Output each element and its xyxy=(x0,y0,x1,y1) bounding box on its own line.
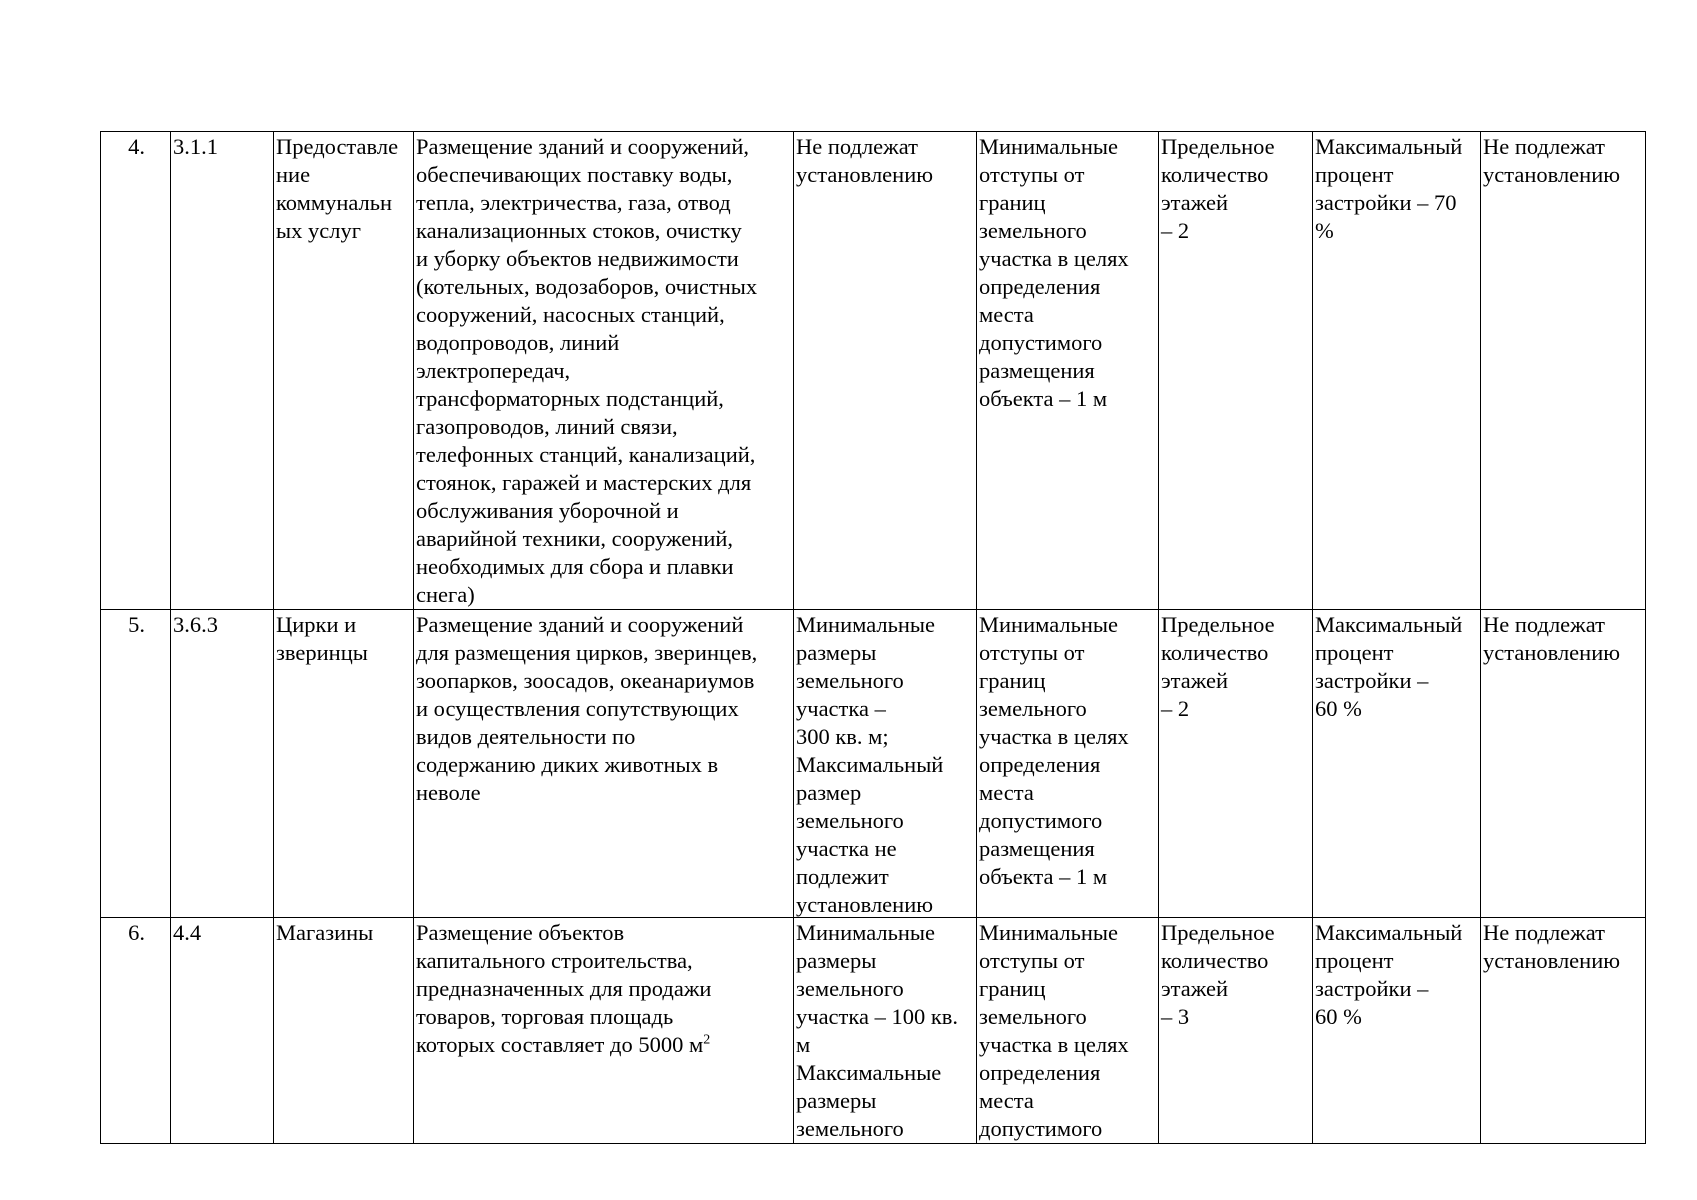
setbacks-cell: Минимальные отступы от границ земельного участка в целях определения места допустимого размещения объекта – 1 м xyxy=(977,610,1159,918)
table-row xyxy=(101,610,1646,918)
table-row xyxy=(101,918,1646,1144)
setbacks-cell: Минимальные отступы от границ земельного участка в целях определения места допустимого xyxy=(977,918,1159,1144)
zoning-table xyxy=(100,131,1646,1144)
table-row xyxy=(101,132,1646,610)
row-number-cell: 6. xyxy=(101,918,171,1144)
description-text: Размещение объектов капитального строительства, предназначенных для продажи товаров, торговая площадь которых составляет до 5000 м xyxy=(416,920,712,1057)
code-cell: 4.4 xyxy=(171,918,274,1144)
use-name-cell: Предоставле ние коммунальн ых услуг xyxy=(274,132,414,610)
description-cell: Размещение зданий и сооружений для размещения цирков, зверинцев, зоопарков, зоосадов, океанариумов и осуществления сопутствующих видов деятельности по содержанию диких животных в неволе xyxy=(414,610,794,918)
other-params-cell: Не подлежат установлению xyxy=(1481,610,1646,918)
coverage-cell: Максимальный процент застройки – 70 % xyxy=(1313,132,1481,610)
other-params-cell: Не подлежат установлению xyxy=(1481,132,1646,610)
floors-cell: Предельное количество этажей – 2 xyxy=(1159,132,1313,610)
plot-size-cell: Не подлежат установлению xyxy=(794,132,977,610)
plot-size-cell: Минимальные размеры земельного участка – 300 кв. м; Максимальный размер земельного участка не подлежит установлению xyxy=(794,610,977,918)
coverage-cell: Максимальный процент застройки – 60 % xyxy=(1313,918,1481,1144)
floors-cell: Предельное количество этажей – 2 xyxy=(1159,610,1313,918)
other-params-cell: Не подлежат установлению xyxy=(1481,918,1646,1144)
plot-size-cell: Минимальные размеры земельного участка – 100 кв. м Максимальные размеры земельного xyxy=(794,918,977,1144)
coverage-cell: Максимальный процент застройки – 60 % xyxy=(1313,610,1481,918)
superscript: 2 xyxy=(703,1032,711,1048)
code-cell: 3.6.3 xyxy=(171,610,274,918)
description-cell: Размещение зданий и сооружений, обеспечивающих поставку воды, тепла, электричества, газа, отвод канализационных стоков, очистку и уборку объектов недвижимости (котельных, водозаборов, очистных сооружений, насосных станций, водопроводов, линий электропередач, трансформаторных подстанций, газопроводов, линий связи, телефонных станций, канализаций, стоянок, гаражей и мастерских для обслуживания уборочной и аварийной техники, сооружений, необходимых для сбора и плавки снега) xyxy=(414,132,794,610)
setbacks-cell: Минимальные отступы от границ земельного участка в целях определения места допустимого размещения объекта – 1 м xyxy=(977,132,1159,610)
description-cell xyxy=(414,918,794,1144)
row-number-cell: 5. xyxy=(101,610,171,918)
code-cell: 3.1.1 xyxy=(171,132,274,610)
floors-cell: Предельное количество этажей – 3 xyxy=(1159,918,1313,1144)
use-name-cell: Цирки и зверинцы xyxy=(274,610,414,918)
row-number-cell: 4. xyxy=(101,132,171,610)
use-name-cell: Магазины xyxy=(274,918,414,1144)
